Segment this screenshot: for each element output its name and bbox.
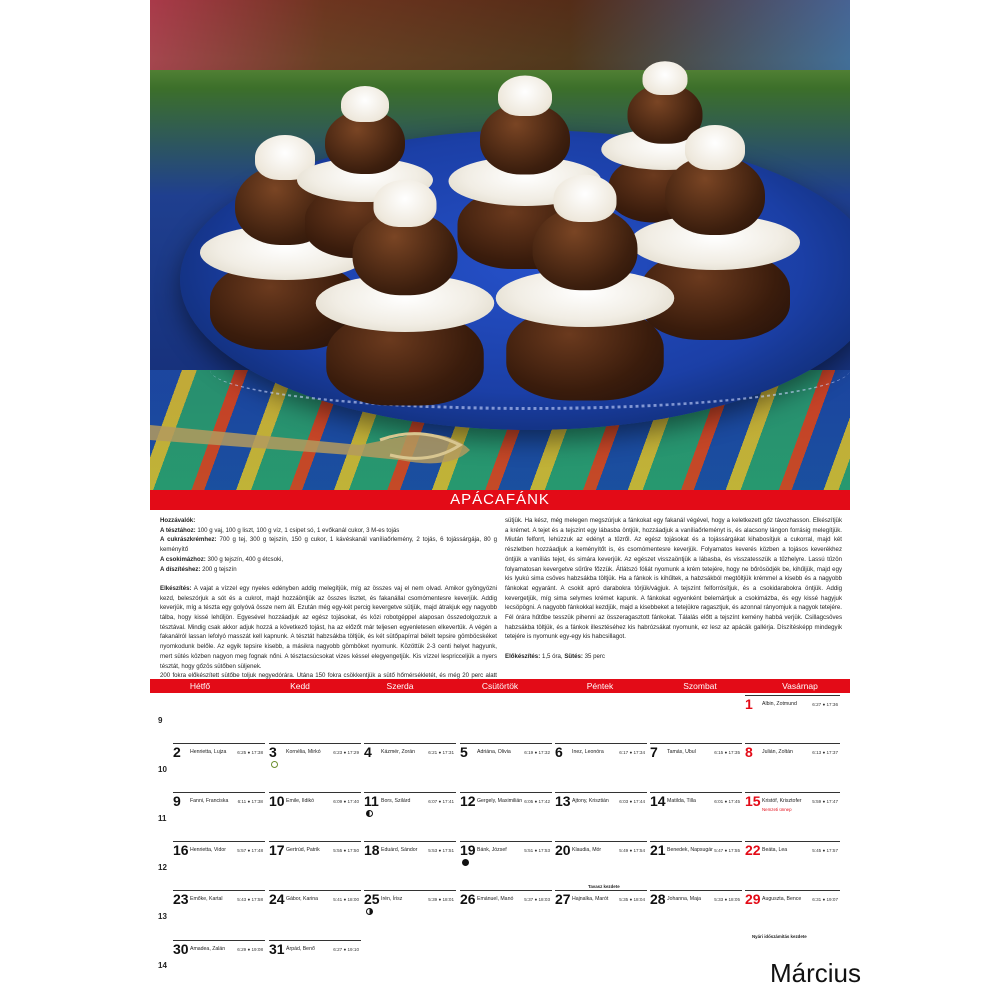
day-cell[interactable]	[173, 792, 265, 840]
name-days: Kornélia, Mirkó	[286, 749, 321, 755]
method-text-part3: sütjük. Ha kész, még melegen megszúrjuk a fánkokat egy fakanál végével, hogy a keletkezett gőz távozhasson. Elkészítjük a krémet. A tejet és a tejszínt egy lábasba öntjük, hozzáadjuk a vaníliaőrleményt is, és alacsony lángon forrásig melegítjük. Miután felforrt, lehúzzuk az edényt a tűzről. Az egész tojásokat és a tojássárgákat kihabosítjuk a cukorral, majd két részletben hozzáadjuk a keményítőt is, és csomómentesre keverjük. Folyamatos keverés közben a tojásos keverékhez öntjük a vaníliás tejet, és simára keverjük. Az egészet visszaöntjük a lábasba, és visszatesszük a tűzhelyre. Lassú tűzön folyamatosan kevergetve sűrűre főzzük. Átlátszó fóliát nyomunk a krém tetejére, hogy ne bőrösödjék be, kihűljük, majd egy kis lyukú sima csöves habzsákba töltjük. Ha a fánkok is kihűltek, a habzsákból megtöltjük krémmel a kisebb és a nagyobb fánkokat egyaránt. A csokit apró darabokra törjük/vágjuk. A tejszínt felforrósítjuk, és a csokidarabokra öntjük. Addig kevergetjük, míg sima selymes krémet kapunk. A fánkokat egyenként belemártjuk a csokimázba, és egy kissé hagyjuk lecsöpögni. A nagyobb fánkokkal kezdjük, majd a kisebbeket a tetejükre ragasztjuk, és azonnal rányomjuk a nagyok tetejére. Fél órára hűtőbe tesszük pihenni az összeragasztott fánkokat. Tálalás előtt a tejszínt kemény habbá verjük. Csillagcsöves habzsákba töltjük, és a fánkok illesztéséhez kis habrózsákat nyomunk, ez lesz az apácák gallérja. Díszítésképp mindegyik tetejére is nyomunk egy-egy kis habcsillagot.	[505, 517, 842, 641]
ingredient-line: A díszítéshez: 200 g tejszín	[160, 565, 237, 573]
day-number: 31	[269, 941, 285, 957]
name-days: Julián, Zoltán	[762, 749, 793, 755]
name-days: Inez, Leonóra	[572, 749, 604, 755]
day-number: 18	[364, 842, 380, 858]
week-number: 10	[158, 765, 167, 774]
day-name-thursday: Csütörtök	[481, 681, 519, 691]
sun-times: 6:03 ● 17:44	[619, 799, 645, 804]
sun-times: 6:01 ● 17:45	[714, 799, 740, 804]
sun-times: 5:35 ● 18:04	[619, 897, 645, 902]
day-number: 23	[173, 891, 189, 907]
day-number: 11	[364, 793, 379, 809]
day-cell[interactable]	[269, 792, 361, 840]
sun-times: 5:49 ● 17:54	[619, 848, 645, 853]
week-number: 11	[158, 814, 167, 823]
day-cell[interactable]	[555, 743, 647, 791]
day-cell[interactable]	[745, 792, 840, 840]
sun-times: 6:27 ● 19:10	[333, 947, 359, 952]
day-number: 1	[745, 696, 753, 712]
recipe-photo	[150, 0, 850, 490]
day-cell[interactable]	[650, 743, 742, 791]
name-days: Klaudia, Mór	[572, 847, 602, 853]
new-moon-icon	[462, 859, 469, 866]
calendar-day-header	[150, 679, 850, 693]
day-number: 3	[269, 744, 277, 760]
day-cell[interactable]	[269, 890, 361, 938]
name-days: Johanna, Maja	[667, 896, 702, 902]
name-days: Gertrúd, Patrik	[286, 847, 320, 853]
sun-times: 5:57 ● 17:48	[237, 848, 263, 853]
day-number: 26	[460, 891, 476, 907]
day-number: 16	[173, 842, 189, 858]
name-days: Tamás, Ubul	[667, 749, 696, 755]
day-cell[interactable]	[650, 890, 742, 938]
day-name-friday: Péntek	[586, 681, 614, 691]
day-name-wednesday: Szerda	[386, 681, 414, 691]
name-days: Matilda, Tilla	[667, 798, 696, 804]
day-number: 2	[173, 744, 181, 760]
day-cell[interactable]	[555, 841, 647, 889]
day-cell[interactable]	[173, 841, 265, 889]
day-number: 5	[460, 744, 468, 760]
day-name-tuesday: Kedd	[290, 681, 310, 691]
day-number: 17	[269, 842, 285, 858]
name-days: Henrietta, Lujza	[190, 749, 227, 755]
sun-times: 6:13 ● 17:37	[812, 750, 838, 755]
day-cell[interactable]	[460, 792, 552, 840]
recipe-column-right	[505, 516, 842, 662]
day-cell[interactable]	[173, 890, 265, 938]
day-cell[interactable]	[650, 792, 742, 840]
full-moon-icon	[271, 761, 278, 768]
sun-times: 5:33 ● 18:05	[714, 897, 740, 902]
sun-times: 6:05 ● 17:42	[524, 799, 550, 804]
sun-times: 5:55 ● 17:50	[333, 848, 359, 853]
day-cell[interactable]	[460, 890, 552, 938]
name-days: Fanni, Franciska	[190, 798, 229, 804]
ingredient-line: A tésztához: 100 g vaj, 100 g liszt, 100 g víz, 1 csipet só, 1 evőkanál cukor, 3 M-es tojás	[160, 526, 400, 534]
day-number: 28	[650, 891, 666, 907]
day-cell[interactable]	[555, 792, 647, 840]
sun-times: 5:47 ● 17:55	[714, 848, 740, 853]
name-days: Benedek, Napsugár	[667, 847, 713, 853]
day-number: 20	[555, 842, 571, 858]
day-number: 12	[460, 793, 476, 809]
sun-times: 6:19 ● 17:32	[524, 750, 550, 755]
name-days: Emőke, Kartal	[190, 896, 223, 902]
ingredient-line: A cukrászkrémhez: 700 g tej, 300 g tejszín, 150 g cukor, 1 kávéskanál vaníliaőrlemény, 2 tojás, 6 tojássárgája, 80 g keményítő	[160, 536, 497, 554]
name-days: Eduárd, Sándor	[381, 847, 418, 853]
day-cell[interactable]	[364, 890, 456, 938]
name-days: Kázmér, Zorán	[381, 749, 416, 755]
method-text-part1: Elkészítés: A vajat a vízzel egy nyeles edényben addig melegítjük, míg az összes vaj el nem olvad. Amikor gyöngyözni kezd, beleszórjuk a sót és a cukrot, majd hozzáöntjük az összes lisztet, és fakanállal csomómentesre keverjük. Addig keverjük, míg a tészta egy golyóvá össze nem áll. Ezután még egy-két percig kevergetve sütjük, majd átrakjuk egy nagyobb tálba, hogy kissé lehűljön. Egyesével hozzáadjuk az egész tojásokat, és közi robotgéppel alaposan összedolgozzuk a tésztával. Mindig csak akkor adjuk hozzá a következő tojást, ha az előzőt már teljesen egyenletesen elkevertük. A végén a fakanálról lassan lefolyó masszát kell kapnunk. A tésztát habzsákba töltjük, és két sütőpapírral bélelt tepsire gömböcskéket nyomkodunk belőle. Az egyik tepsire kisebb, a másikra nagyobb gömböket nyomunk. Közöttük 2-3 centi helyet hagyunk, mert sütés közben nagyon meg fognak nőni. A tésztacsúcsokat vizes késsel elegyengetjük. Kis vízzel lespricceljük a nyers tésztát, hogy gőzös sütőben süljenek.	[160, 584, 498, 670]
month-title: Március	[770, 958, 862, 988]
name-days: Gergely, Maximilián	[477, 798, 523, 804]
sun-times: 6:27 ● 17:36	[812, 702, 838, 707]
day-cell[interactable]	[173, 940, 265, 988]
day-number: 24	[269, 891, 285, 907]
sun-times: 6:17 ● 17:34	[619, 750, 645, 755]
day-cell[interactable]	[745, 841, 840, 889]
ingredients-heading: Hozzávalók:	[160, 517, 196, 524]
day-cell[interactable]	[745, 743, 840, 791]
day-number: 25	[364, 891, 380, 907]
name-days: Ajtony, Krisztián	[572, 798, 609, 804]
sun-times: 6:09 ● 17:40	[333, 799, 359, 804]
tongs-illustration	[150, 415, 480, 475]
name-days: Amadea, Zalán	[190, 946, 226, 952]
day-number: 21	[650, 842, 666, 858]
sun-times: 5:41 ● 18:00	[333, 897, 359, 902]
day-number: 14	[650, 793, 666, 809]
name-days: Kristóf, Krisztofer	[762, 798, 802, 804]
day-number: 13	[555, 793, 571, 809]
name-days: Auguszta, Bence	[762, 896, 802, 902]
recipe-column-left	[160, 516, 497, 691]
recipe-title: APÁCAFÁNK	[150, 490, 850, 510]
name-days: Bors, Szilárd	[381, 798, 411, 804]
name-days: Árpád, Benő	[286, 946, 315, 952]
day-cell[interactable]	[364, 841, 456, 889]
sun-times: 6:31 ● 19:07	[812, 897, 838, 902]
day-cell[interactable]	[269, 743, 361, 791]
day-cell[interactable]	[555, 890, 647, 938]
sun-times: 5:45 ● 17:57	[812, 848, 838, 853]
week-number: 14	[158, 961, 167, 970]
day-name-saturday: Szombat	[683, 681, 717, 691]
week-number: 12	[158, 863, 167, 872]
day-cell[interactable]	[269, 940, 361, 988]
day-cell[interactable]	[364, 743, 456, 791]
sun-times: 6:07 ● 17:41	[428, 799, 454, 804]
day-number: 6	[555, 744, 563, 760]
dst-note: Nyári időszámítás kezdete	[752, 934, 807, 939]
day-number: 15	[745, 793, 761, 809]
half-moon-icon	[366, 908, 373, 915]
day-name-sunday: Vasárnap	[782, 681, 818, 691]
day-number: 10	[269, 793, 285, 809]
day-cell[interactable]	[745, 890, 840, 938]
day-cell[interactable]	[745, 695, 840, 743]
day-number: 22	[745, 842, 761, 858]
sun-times: 6:15 ● 17:35	[714, 750, 740, 755]
day-number: 9	[173, 793, 181, 809]
name-days: Emánuel, Manó	[477, 896, 514, 902]
spring-note: Tavasz kezdete	[588, 884, 620, 889]
sun-times: 5:59 ● 17:47	[812, 799, 838, 804]
week-number: 13	[158, 912, 167, 921]
name-days: Irén, Írisz	[381, 896, 403, 902]
day-number: 27	[555, 891, 571, 907]
holiday-label: Nemzeti ünnep	[762, 807, 792, 812]
sun-times: 6:25 ● 17:38	[237, 750, 263, 755]
day-number: 30	[173, 941, 189, 957]
name-days: Bánk, József	[477, 847, 507, 853]
name-days: Emile, Ildikó	[286, 798, 314, 804]
sun-times: 6:29 ● 19:08	[237, 947, 263, 952]
day-number: 7	[650, 744, 658, 760]
day-cell[interactable]	[364, 792, 456, 840]
sun-times: 5:53 ● 17:51	[428, 848, 454, 853]
name-days: Adriána, Olivia	[477, 749, 511, 755]
name-days: Henrietta, Vidor	[190, 847, 226, 853]
sun-times: 5:43 ● 17:58	[237, 897, 263, 902]
week-number: 9	[158, 716, 163, 725]
day-number: 4	[364, 744, 372, 760]
day-number: 29	[745, 891, 761, 907]
day-cell[interactable]	[460, 743, 552, 791]
day-cell[interactable]	[650, 841, 742, 889]
day-name-monday: Hétfő	[189, 681, 211, 691]
prep-time: Előkészítés: 1,5 óra, Sütés: 35 perc	[505, 652, 605, 660]
name-days: Albin, Zotmund	[762, 701, 797, 707]
day-cell[interactable]	[173, 743, 265, 791]
sun-times: 6:21 ● 17:31	[428, 750, 454, 755]
method-text-part2: 200 fokra előkészített sütőbe toljuk negyedórára. Utána 150 fokra csökkentjük a sütő hőmérsékletét, és még 20 perc alatt	[160, 672, 497, 680]
sun-times: 5:39 ● 18:01	[428, 897, 454, 902]
day-number: 19	[460, 842, 476, 858]
ingredient-line: A csokimázhoz: 300 g tejszín, 400 g étcsoki,	[160, 555, 284, 563]
sun-times: 5:37 ● 18:03	[524, 897, 550, 902]
half-moon-icon	[366, 810, 373, 817]
day-cell[interactable]	[269, 841, 361, 889]
sun-times: 5:51 ● 17:53	[524, 848, 550, 853]
sun-times: 6:23 ● 17:29	[333, 750, 359, 755]
day-cell[interactable]	[460, 841, 552, 889]
sun-times: 6:11 ● 17:38	[237, 799, 263, 804]
day-number: 8	[745, 744, 753, 760]
name-days: Beáta, Lea	[762, 847, 788, 853]
name-days: Gábor, Karina	[286, 896, 319, 902]
name-days: Hajnalka, Marót	[572, 896, 609, 902]
